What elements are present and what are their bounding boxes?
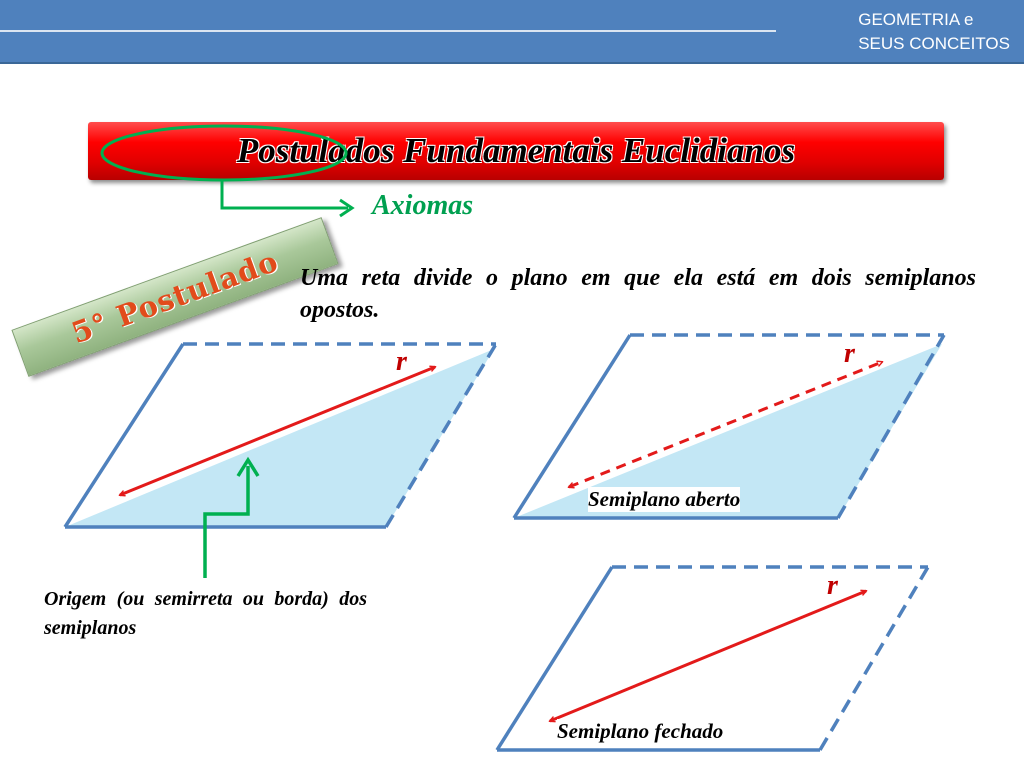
figure-3-r-label: r — [827, 570, 838, 601]
header-title-line2: SEUS CONCEITOS — [858, 34, 1010, 53]
figure-2-r-label: r — [844, 338, 855, 369]
axiomas-connector — [222, 181, 348, 208]
origin-description: Origem (ou semirreta ou borda) dos semiplanos — [44, 588, 367, 639]
axiomas-label: Axiomas — [372, 190, 474, 221]
figure-1 — [65, 344, 496, 527]
figure-1-shaded-half — [65, 349, 494, 527]
postulate-badge-label: 5° Postulado — [67, 243, 283, 351]
figure-3-line-r — [550, 591, 866, 721]
page-title: Postulados Fundamentais Euclidianos — [236, 131, 796, 170]
caption-semiplano-aberto: Semiplano aberto — [588, 487, 741, 511]
postulate-statement: Uma reta divide o plano em que ela está em dois semiplanos opostos. — [300, 265, 976, 323]
header-title-line1: GEOMETRIA e — [858, 10, 974, 29]
figure-1-r-label: r — [396, 346, 407, 377]
caption-semiplano-fechado: Semiplano fechado — [557, 719, 724, 743]
highlight-oval — [102, 126, 346, 180]
